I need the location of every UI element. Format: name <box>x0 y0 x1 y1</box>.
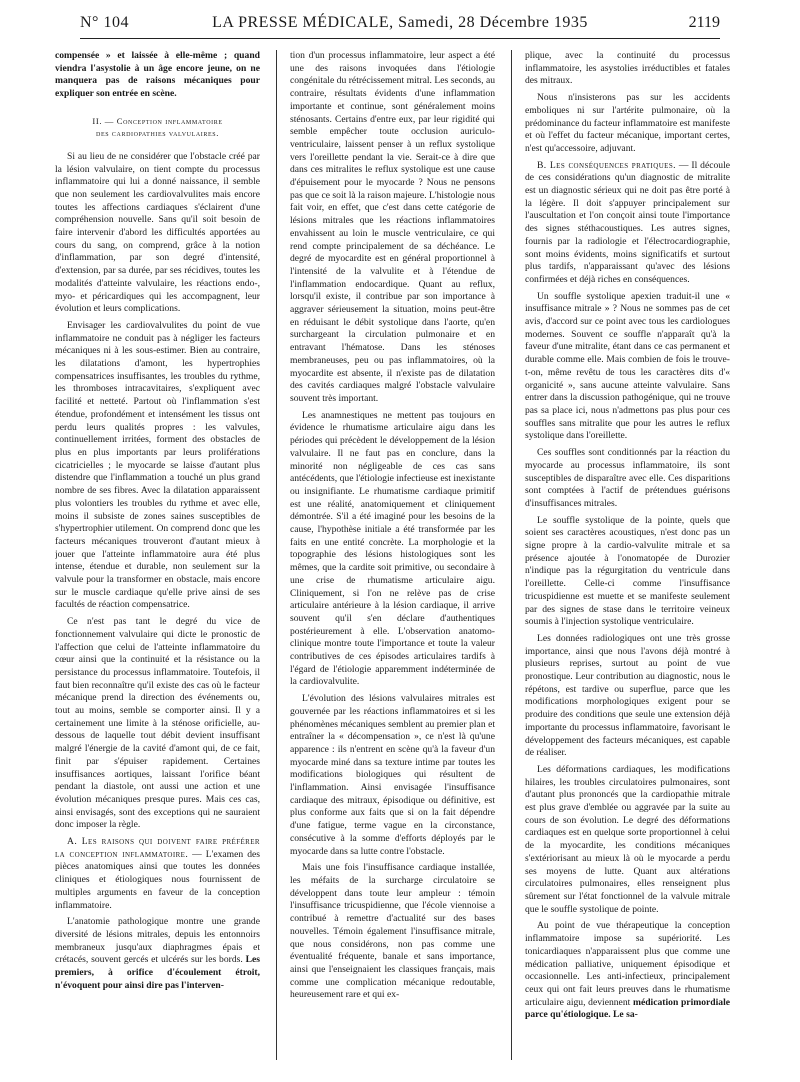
section-heading-line-2: des cardiopathies valvulaires. <box>96 127 219 138</box>
paragraph: Si au lieu de ne considérer que l'obstacle créé par la lésion valvulaire, on tient compte du processus inflammatoire qui lui a donné naissance, il semble que non seulement les cardiovalvulites mais encore toutes les affections cardiaques s'éclairent d'une compréhension nouvelle. Sans qu'il soit besoin de faire intervenir d'abord les difficultés apportées au cours du sang, on comprend, grâce à la notion d'inflammation, par son degré d'intensité, d'extension, par sa durée, par ses récidives, toutes les modalités d'atteinte valvulaire, les réactions endo-, myo- et péricardiques qui les accompagnent, leur évolution et leurs complications. <box>55 150 260 315</box>
paragraph: L'évolution des lésions valvulaires mitrales est gouvernée par les réactions inflammatoires et si les phénomènes mécaniques semblent au premier plan et entraîner la « décompensation », ce n'est là qu'une apparence : ils n'entrent en scène qu'à la faveur d'un myocarde miné dans sa texture intime par toutes les modifications biologiques qui résultent de l'inflammation. Ainsi envisagée l'insuffisance cardiaque des mitraux, épisodique ou définitive, est plus conforme aux faits que si on la fait dépendre d'une fatigue, terme vague en la circonstance, consécutive à la somme d'efforts déployés par le myocarde dans sa lutte contre l'obstacle. <box>290 693 495 857</box>
paragraph-text: Au point de vue thérapeutique la conception inflammatoire impose sa supériorité. Les tonicardiaques n'apparaissent plus que comme une médication palliative, uniquement épisodique et occasionnelle. Les anti-infectieux, principalement ceux qui ont fait leurs preuves dans le rhumatisme articulaire aigu, deviennent <box>525 920 730 1008</box>
section-heading-line-1: II. — Conception inflammatoire <box>92 115 223 126</box>
journal-title: LA PRESSE MÉDICALE, Samedi, 28 Décembre 1935 <box>212 14 588 31</box>
subsection-heading: B. Les conséquences pratiques. <box>537 159 676 171</box>
issue-number: N° 104 <box>80 14 129 31</box>
paragraph: Envisager les cardiovalvulites du point de vue inflammatoire ne conduit pas à négliger les facteurs mécaniques ni à les sous-estimer. Bien au contraire, les dilatations d'amont, les hypertrophies compensatrices insuffisantes, les troubles du rythme, les thromboses intracavitaires, s'expliquent avec facilité et netteté. Partout où l'inflammation s'est étendue, profondément et intensément les tissus ont perdu leurs qualités propres : les valvules, continuellement irritées, forment des obstacles de plus en plus importants par leurs proliférations cicatricielles ; le myocarde se laisse d'autant plus distendre que l'inflammation a touché un plus grand nombre de ses fibres. Avec la dilatation apparaissent plus volontiers les troubles du rythme et avec elle, moins il subsiste de zones saines susceptibles de s'hypertrophier utilement. On comprend donc que les facteurs mécaniques trouveront d'autant mieux à jouer que l'atteinte inflammatoire aura été plus intense, étendue et durable, non seulement sur la valvule pour la transformer en obstacle, mais encore sur le muscle cardiaque qu'elle prive ainsi de ses facultés de réaction compensatrice. <box>55 319 260 611</box>
bold-text: Les premiers, à orifice d'écoulement étroit, n'évoquent pour ainsi dire pas l'interven- <box>55 954 260 991</box>
page-number: 2119 <box>688 14 720 31</box>
column-divider <box>511 50 512 1060</box>
section-heading <box>55 115 260 139</box>
paragraph: Un souffle systolique apexien traduit-il une « insuffisance mitrale » ? Nous ne sommes pas de cet avis, d'accord sur ce point avec tous les cardiologues modernes. Souvent ce souffle n'apparaît qu'à la faveur d'une mitralite, étant dans ce cas permanent et durable comme elle. Mais combien de fois le trouve-t-on, même revêtu de tous les caractères dits d'« organicité », sans aucune atteinte valvulaire. Sans entrer dans la discussion pathogénique, qui ne trouve pas sa place ici, nous n'admettons pas plus pour ces souffles sans mitralite que pour les autres le reflux systolique dans l'oreillette. <box>525 290 730 442</box>
paragraph: Les déformations cardiaques, les modifications hilaires, les troubles circulatoires pulmonaires, sont d'autant plus prononcés que la cardiopathie mitrale est plus grave d'emblée ou aggravée par la suite au cours de son évolution. Le degré des déformations cardiaques est en quelque sorte proportionnel à celui de la myocardite, les conditions mécaniques s'extériorisant au mieux là où le myocarde a perdu ses moyens de lutte. Quant aux altérations circulatoires pulmonaires, elles renseignent plus sûrement sur l'état fonctionnel de la valvule mitrale que le souffle systolique de pointe. <box>525 763 730 915</box>
text-column-1 <box>55 50 260 1072</box>
paragraph: tion d'un processus inflammatoire, leur aspect a été une des raisons invoquées dans l'étiologie congénitale du rétrécissement mitral. Les seconds, au contraire, résultats évidents d'une inflammation importante et continue, sont généralement moins sténosants. Certains d'entre eux, par leur rigidité qui semble empêcher toute occlusion auriculo-ventriculaire, laissent penser à un reflux systolique vers l'oreillette pendant la vie. Serait-ce à dire que dans ces mitralites le reflux systolique est une cause d'épuisement pour le myocarde ? Nous ne pensons pas que ce soit là la raison majeure. L'histologie nous fait voir, en effet, que c'est dans cette catégorie de lésions mitrales que les réactions inflammatoires envahissent au loin le muscle ventriculaire, ce qui rend compte principalement de sa déchéance. Le degré de myocardite est en général proportionnel à l'intensité de la valvulite et à l'étendue de l'inflammation endocardique. Quant au reflux, lorsqu'il existe, il contribue par son importance à aggraver sérieusement la situation, moins peut-être en réduisant le débit systolique dans l'aorte, qu'en surchargeant la circulation pulmonaire et en entravant l'hématose. Dans les sténoses membraneuses, peu ou pas inflammatoires, où la myocardite est absente, il n'existe pas de dilatation des cavités cardiaques malgré l'obstacle valvulaire souvent très important. <box>290 50 495 404</box>
paragraph <box>525 920 730 1022</box>
text-column-2 <box>290 50 495 1072</box>
paragraph <box>525 160 730 287</box>
paragraph: Nous n'insisterons pas sur les accidents emboliques ni sur l'artérite pulmonaire, où la prédominance du facteur inflammatoire est manifeste et où l'effet du facteur mécanique, important certes, n'est qu'accessoire, adjuvant. <box>525 92 730 154</box>
bold-text: médication primordiale parce qu'étiologique. Le sa- <box>525 996 730 1021</box>
column-divider <box>276 50 277 1060</box>
paragraph: compensée » et laissée à elle-même ; quand viendra l'asystolie à un âge encore jeune, on ne manquera pas de raisons mécaniques pour expliquer son entrée en scène. <box>55 50 260 100</box>
paragraph-text: L'anatomie pathologique montre une grande diversité de lésions mitrales, depuis les entonnoirs membraneux jusqu'aux diaphragmes épais et crétacés, souvent gercés et ulcérés sur les bords. <box>55 916 260 966</box>
text-column-3 <box>525 50 730 1072</box>
paragraph-text: — L'examen des pièces anatomiques ainsi que toutes les données cliniques et étiologiques nous fournissent de multiples arguments en faveur de la conception inflammatoire. <box>55 848 260 911</box>
paragraph: Mais une fois l'insuffisance cardiaque installée, les méfaits de la surcharge circulatoire se développent dans toute leur ampleur : témoin l'insuffisance tricuspidienne, que l'école viennoise a contribué à remettre d'actualité sur des bases nouvelles. Témoin également l'insuffisance mitrale, que nous considérons, non pas comme une éventualité fréquente, banale et sans importance, ainsi que l'enseignaient les classiques français, mais comme une complication mécanique redoutable, heureusement rare et qui ex- <box>290 862 495 1001</box>
paragraph: Les anamnestiques ne mettent pas toujours en évidence le rhumatisme articulaire aigu dans les périodes qui précèdent le développement de la lésion valvulaire. Il ne faut pas en conclure, dans la minorité non négligeable de ces cas sans antécédents, que l'étiologie infectieuse est inexistante ou insignifiante. Le rhumatisme cardiaque primitif est une réalité, anatomiquement et cliniquement démontrée. S'il a été imaginé pour les besoins de la cause, l'hypothèse initiale a été transformée par les faits en une entité concrète. La morphologie et la topographie des lésions histologiques sont les mêmes, que la cardite soit primitive, ou secondaire à une crise de rhumatisme articulaire aigu. Cliniquement, si l'on ne relève pas de crise articulaire antérieure à la lésion cardiaque, il arrive souvent qu'il s'en déclare d'authentiques postérieurement à elle. L'observation anatomo-clinique montre toute l'importance et toute la valeur contributives de ces épisodes articulaires tardifs à l'égard de l'étiologie apparemment indéterminée de la cardiovalvulite. <box>290 409 495 688</box>
page-header <box>80 14 720 39</box>
paragraph <box>55 916 260 992</box>
paragraph <box>55 836 260 912</box>
paragraph-text: — Il découle de ces considérations qu'un diagnostic de mitralite est un diagnostic sérieux qui ne doit pas être porté à la légère. Il doit s'appuyer principalement sur l'auscultation et l'on conçoit ainsi toute l'importance des signes stéthacoustiques. Les autres signes, fournis par la radiologie et l'électrocardiographie, sont moins évidents, moins significatifs et surtout plus tardifs, n'apparaissant qu'avec des lésions confirmées et déjà riches en conséquences. <box>525 159 730 285</box>
paragraph: Ce n'est pas tant le degré du vice de fonctionnement valvulaire qui dicte le pronostic de l'affection que celui de l'atteinte inflammatoire du cœur ainsi que la continuité et la résistance ou la persistance du processus inflammatoire. Toutefois, il faut bien reconnaître qu'il existe des cas où le facteur mécanique prend la direction des événements ou, tout au moins, semble se comporter ainsi. Il y a certainement une limite à la sténose orificielle, au-dessous de laquelle tout débit devient insuffisant malgré l'énergie de la cavité d'amont qui, de ce fait, finit par s'épuiser rapidement. Certaines insuffisances aortiques, laissant l'orifice béant pendant la diastole, ont aussi une action et une évolution mécaniques presque pures. Mais ces cas, ainsi envisagés, sont des exceptions qui ne sauraient donc imposer la règle. <box>55 616 260 831</box>
paragraph: Ces souffles sont conditionnés par la réaction du myocarde au processus inflammatoire, ils sont susceptibles de disparaître avec elle. Ces disparitions sont comptées à l'actif de prétendues guérisons d'insuffisances mitrales. <box>525 447 730 509</box>
subsection-heading: A. Les raisons qui doivent faire préférer la conception inflammatoire. <box>55 836 260 860</box>
paragraph: Les données radiologiques ont une très grosse importance, ainsi que nous l'avons déjà montré à plusieurs reprises, surtout au point de vue pronostique. Leur contribution au diagnostic, nous le répétons, est tardive ou superflue, parce que les modifications morphologiques exigent pour se produire des conditions que seule une extension déjà importante du processus inflammatoire, favorisant le développement des facteurs mécaniques, est capable de réaliser. <box>525 632 730 759</box>
paragraph: plique, avec la continuité du processus inflammatoire, les asystolies irréductibles et fatales des mitraux. <box>525 50 730 87</box>
paragraph: Le souffle systolique de la pointe, quels que soient ses caractères acoustiques, n'est donc pas un signe propre à la cardio-valvulite mitrale et sa présence ajoutée à l'onomatopée de Durozier n'indique pas la régurgitation du ventricule dans l'oreillette. Celle-ci comme l'insuffisance tricuspidienne est muette et se manifeste seulement par des signes de stase dans le territoire veineux soumis à l'injection systolique ventriculaire. <box>525 514 730 628</box>
